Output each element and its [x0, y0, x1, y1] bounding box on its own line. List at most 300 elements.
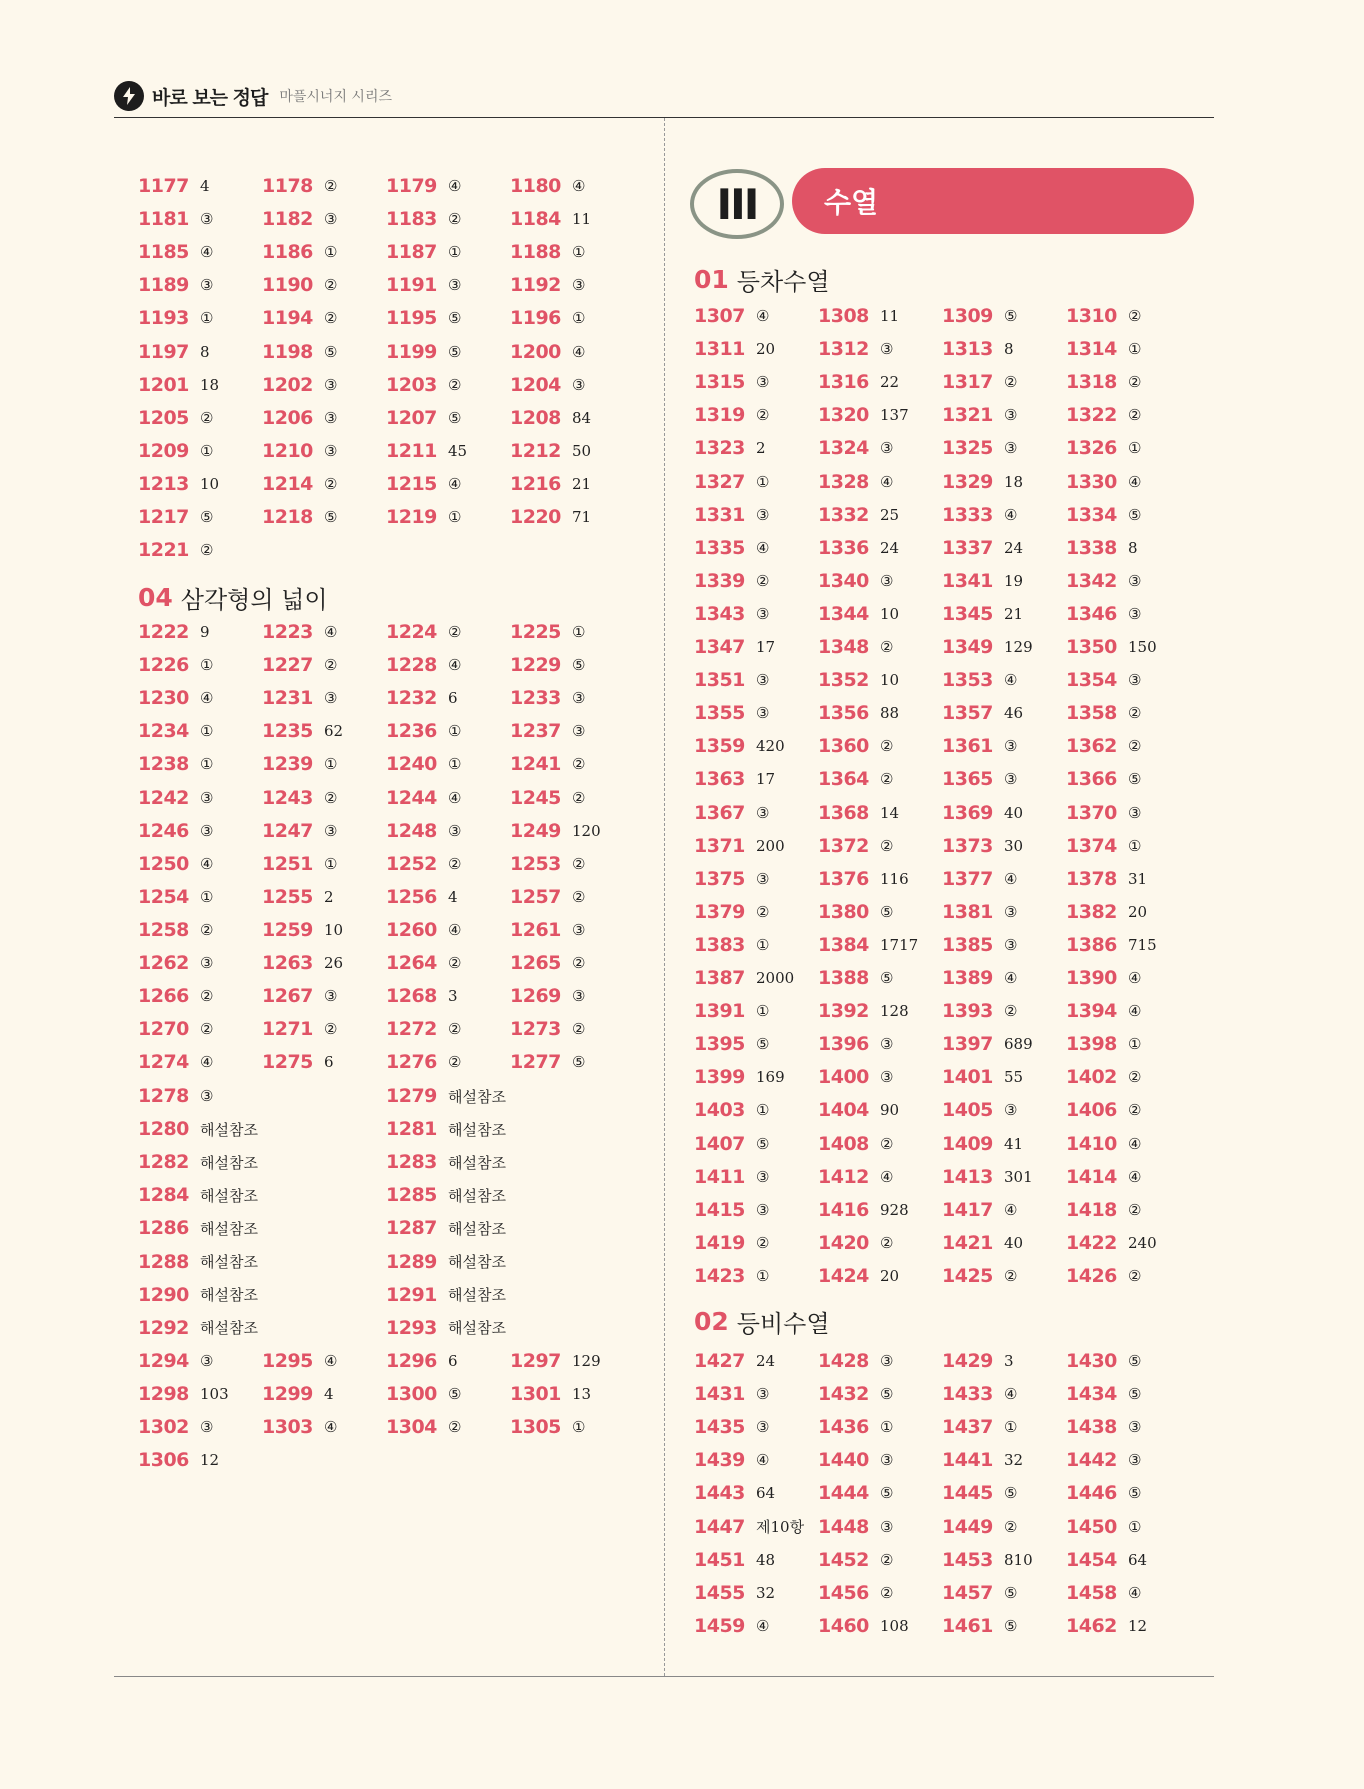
problem-number: 1419 — [694, 1231, 745, 1254]
problem-number: 1372 — [818, 834, 869, 857]
answer-item — [818, 930, 918, 960]
answer-item — [510, 370, 585, 400]
answer-item — [942, 1512, 1017, 1542]
answer-item — [386, 1247, 506, 1277]
answer-item — [386, 303, 461, 333]
answer-item — [510, 882, 585, 912]
answer-value: 12 — [1128, 1616, 1148, 1635]
answer-item — [262, 716, 343, 746]
answer-value: ② — [880, 737, 894, 756]
answer-item — [942, 1611, 1017, 1641]
answer-item — [942, 367, 1017, 397]
problem-number: 1439 — [694, 1449, 745, 1472]
problem-number: 1213 — [138, 472, 189, 495]
answer-item — [694, 764, 775, 794]
answer-item — [1066, 963, 1141, 993]
problem-number: 1217 — [138, 506, 189, 528]
answer-item — [1066, 400, 1141, 430]
answer-item — [386, 469, 461, 499]
answer-item — [386, 1180, 506, 1210]
answer-value: ② — [200, 920, 214, 939]
answer-value: ① — [756, 1002, 770, 1021]
answer-item — [818, 301, 899, 331]
answer-value: ① — [200, 656, 214, 675]
problem-number: 1398 — [1066, 1033, 1117, 1056]
problem-number: 1194 — [262, 307, 313, 330]
problem-number: 1401 — [942, 1066, 993, 1089]
answer-value: 17 — [756, 638, 776, 656]
answer-item — [510, 171, 585, 201]
problem-number: 1346 — [1066, 602, 1117, 625]
answer-item — [818, 665, 899, 695]
problem-number: 1422 — [1066, 1231, 1117, 1254]
answer-item — [694, 1228, 769, 1258]
answer-value: ③ — [448, 821, 462, 840]
answer-value: ② — [572, 755, 586, 774]
chapter-title: 수열 — [824, 186, 879, 219]
problem-number: 1177 — [138, 175, 189, 197]
answer-item — [818, 533, 899, 563]
problem-number: 1356 — [818, 702, 869, 725]
section-number: 01 — [694, 265, 729, 294]
problem-number: 1210 — [262, 439, 313, 462]
answer-value: 22 — [880, 373, 900, 392]
answer-item — [510, 337, 585, 367]
answer-value: ① — [324, 854, 338, 873]
answer-value: ⑤ — [448, 309, 462, 328]
problem-number: 1280 — [138, 1118, 189, 1141]
answer-value: ④ — [1004, 869, 1018, 888]
answer-item — [818, 963, 893, 993]
answer-value: 19 — [1004, 571, 1024, 590]
problem-number: 1454 — [1066, 1548, 1117, 1571]
problem-number: 1403 — [694, 1099, 745, 1122]
answer-item — [1066, 433, 1141, 463]
problem-number: 1306 — [138, 1449, 189, 1472]
answer-item — [1066, 632, 1157, 662]
answer-item — [510, 270, 585, 300]
answer-value: ① — [324, 243, 338, 262]
answer-value: ③ — [324, 375, 338, 394]
section-title-04 — [138, 580, 328, 615]
problem-number: 1317 — [942, 371, 993, 394]
problem-number: 1187 — [386, 241, 437, 264]
answer-value: ⑤ — [324, 508, 338, 526]
answer-value: ① — [448, 243, 462, 262]
answer-value: ① — [200, 755, 214, 774]
answer-value: ② — [324, 788, 338, 807]
answer-value: ⑤ — [1004, 1583, 1018, 1602]
answer-value: ⑤ — [1128, 1385, 1142, 1404]
answer-value: ④ — [1004, 671, 1018, 690]
problem-number: 1446 — [1066, 1482, 1117, 1505]
answer-value: 32 — [1004, 1451, 1024, 1470]
problem-number: 1200 — [510, 340, 561, 363]
problem-number: 1252 — [386, 852, 437, 875]
answer-value: ⑤ — [448, 408, 462, 427]
answer-value: ② — [324, 276, 338, 295]
answer-item — [386, 1346, 458, 1376]
answer-item — [386, 716, 461, 746]
answer-item — [262, 237, 337, 267]
answer-value: ⑤ — [756, 1035, 770, 1054]
answer-value: ⑤ — [1128, 505, 1142, 524]
answer-item — [138, 882, 213, 912]
problem-number: 1357 — [942, 702, 993, 725]
answer-value: ③ — [448, 276, 462, 295]
answer-value: ② — [880, 1583, 894, 1602]
answer-value: 18 — [200, 375, 220, 394]
answer-item — [510, 849, 585, 879]
answer-item — [818, 367, 899, 397]
problem-number: 1395 — [694, 1033, 745, 1056]
answer-value: ③ — [880, 571, 894, 590]
answer-value: ② — [572, 887, 586, 906]
problem-number: 1344 — [818, 602, 869, 625]
problem-number: 1374 — [1066, 834, 1117, 857]
answer-item — [694, 1578, 775, 1608]
answer-item — [942, 632, 1033, 662]
answer-value: ③ — [200, 276, 214, 295]
answer-value: ④ — [1128, 472, 1142, 491]
answer-value: ③ — [880, 1517, 894, 1536]
answer-value: 48 — [756, 1550, 776, 1569]
answer-value: ② — [756, 1233, 770, 1252]
answer-item — [510, 204, 591, 234]
problem-number: 1367 — [694, 801, 745, 824]
problem-number: 1430 — [1066, 1350, 1117, 1372]
answer-item — [1066, 301, 1141, 331]
problem-number: 1186 — [262, 241, 313, 264]
answer-item — [694, 1611, 769, 1641]
answer-value: ⑤ — [1004, 1616, 1018, 1635]
problem-number: 1285 — [386, 1184, 437, 1207]
problem-number: 1180 — [510, 175, 561, 197]
answer-item — [694, 1512, 804, 1542]
problem-number: 1292 — [138, 1316, 189, 1339]
problem-number: 1388 — [818, 967, 869, 989]
answer-value: ③ — [1004, 406, 1018, 425]
answer-item — [1066, 334, 1141, 364]
problem-number: 1225 — [510, 621, 561, 643]
answer-item — [138, 1379, 229, 1409]
answer-item — [386, 1412, 461, 1442]
chapter-roman-badge — [690, 169, 784, 239]
answer-item — [942, 1029, 1033, 1059]
answer-value: ② — [324, 474, 338, 493]
answer-value: ① — [880, 1418, 894, 1437]
problem-number: 1321 — [942, 404, 993, 427]
answer-value: 20 — [1128, 902, 1148, 921]
problem-number: 1277 — [510, 1051, 561, 1074]
problem-number: 1424 — [818, 1264, 869, 1287]
problem-number: 1245 — [510, 786, 561, 809]
answer-value: 90 — [880, 1101, 900, 1120]
answer-item — [1066, 1445, 1141, 1475]
answer-value: ② — [200, 541, 214, 560]
problem-number: 1373 — [942, 834, 993, 857]
answer-item — [262, 981, 337, 1011]
answer-item — [694, 1346, 775, 1376]
answer-item — [386, 981, 458, 1011]
problem-number: 1360 — [818, 735, 869, 758]
answer-item — [262, 1412, 337, 1442]
answer-value: 40 — [1004, 803, 1024, 822]
answer-value: 129 — [1004, 638, 1033, 656]
answer-value: ⑤ — [1004, 307, 1018, 325]
problem-number: 1219 — [386, 506, 437, 528]
problem-number: 1375 — [694, 867, 745, 890]
problem-number: 1302 — [138, 1416, 189, 1439]
problem-number: 1432 — [818, 1383, 869, 1406]
answer-item — [510, 502, 591, 532]
answer-value: 21 — [1004, 604, 1024, 623]
answer-value: ⑤ — [880, 1484, 894, 1503]
answer-item — [262, 270, 337, 300]
answer-item — [818, 632, 893, 662]
answer-item — [694, 963, 794, 993]
answer-value: ④ — [1004, 1385, 1018, 1404]
answer-item — [942, 1129, 1023, 1159]
problem-number: 1407 — [694, 1132, 745, 1155]
problem-number: 1243 — [262, 786, 313, 809]
answer-value: ② — [448, 954, 462, 972]
answer-item — [818, 1195, 909, 1225]
problem-number: 1264 — [386, 952, 437, 974]
answer-value: ③ — [200, 1087, 214, 1105]
problem-number: 1438 — [1066, 1416, 1117, 1439]
problem-number: 1355 — [694, 702, 745, 725]
answer-item — [694, 1162, 769, 1192]
problem-number: 1336 — [818, 536, 869, 559]
answer-item — [138, 337, 210, 367]
problem-number: 1319 — [694, 404, 745, 427]
answer-item — [262, 370, 337, 400]
answer-value: 3 — [1004, 1352, 1014, 1370]
answer-item — [510, 1047, 585, 1077]
problem-number: 1322 — [1066, 404, 1117, 427]
answer-item — [818, 1228, 893, 1258]
answer-value: ② — [200, 408, 214, 427]
problem-number: 1334 — [1066, 503, 1117, 526]
answer-value: ③ — [1128, 571, 1142, 590]
problem-number: 1441 — [942, 1449, 993, 1472]
answer-item — [138, 370, 219, 400]
problem-number: 1185 — [138, 241, 189, 264]
answer-value: ② — [448, 1020, 462, 1039]
answer-value: ② — [1004, 1517, 1018, 1536]
problem-number: 1237 — [510, 720, 561, 743]
answer-item — [138, 1081, 213, 1111]
problem-number: 1362 — [1066, 735, 1117, 758]
answer-value: ⑤ — [880, 969, 894, 987]
answer-value: 31 — [1128, 869, 1148, 888]
section-number: 02 — [694, 1307, 729, 1336]
answer-item — [138, 237, 213, 267]
answer-value: ③ — [200, 1352, 214, 1370]
answer-value: 55 — [1004, 1068, 1024, 1087]
answer-item — [942, 1095, 1017, 1125]
answer-value: 17 — [756, 770, 776, 789]
answer-item — [262, 1014, 337, 1044]
answer-item — [1066, 1578, 1141, 1608]
problem-number: 1182 — [262, 208, 313, 231]
problem-number: 1309 — [942, 305, 993, 327]
problem-number: 1410 — [1066, 1132, 1117, 1155]
answer-item — [510, 915, 585, 945]
answer-value: ② — [572, 788, 586, 807]
answer-value: ② — [448, 375, 462, 394]
series-name: 마플시너지 시리즈 — [279, 89, 393, 105]
answer-item — [694, 1029, 769, 1059]
answer-value: ④ — [324, 1418, 338, 1437]
answer-value: ④ — [756, 1451, 770, 1470]
answer-item — [818, 1095, 899, 1125]
answer-item — [138, 948, 213, 978]
answer-value: 10 — [200, 474, 220, 493]
answer-value: ② — [880, 836, 894, 855]
answer-item — [510, 1379, 591, 1409]
problem-number: 1202 — [262, 373, 313, 396]
answer-item — [818, 334, 893, 364]
answer-item — [1066, 1129, 1141, 1159]
answer-item — [818, 1346, 893, 1376]
problem-number: 1269 — [510, 985, 561, 1008]
answer-value: ④ — [880, 472, 894, 491]
answer-value: ⑤ — [448, 1385, 462, 1404]
answer-value: ② — [756, 571, 770, 590]
answer-value: 10 — [324, 920, 344, 939]
problem-number: 1326 — [1066, 437, 1117, 460]
problem-number: 1394 — [1066, 1000, 1117, 1023]
problem-number: 1278 — [138, 1085, 189, 1107]
problem-number: 1215 — [386, 472, 437, 495]
problem-number: 1214 — [262, 472, 313, 495]
problem-number: 1228 — [386, 654, 437, 677]
answer-value: ④ — [448, 177, 462, 195]
answer-value: 20 — [880, 1266, 900, 1285]
problem-number: 1378 — [1066, 867, 1117, 890]
answer-item — [386, 1014, 461, 1044]
answer-item — [694, 930, 769, 960]
answer-item — [942, 500, 1017, 530]
answer-value: 6 — [448, 689, 458, 708]
answer-value: 해설참조 — [200, 1253, 258, 1271]
answer-item — [138, 1280, 258, 1310]
answer-item — [138, 469, 219, 499]
problem-number: 1239 — [262, 753, 313, 776]
problem-number: 1434 — [1066, 1383, 1117, 1406]
answer-item — [942, 897, 1017, 927]
answer-value: ③ — [1004, 737, 1018, 756]
problem-number: 1340 — [818, 569, 869, 592]
problem-number: 1232 — [386, 687, 437, 710]
answer-item — [694, 367, 769, 397]
answer-value: 8 — [1128, 538, 1138, 557]
answer-value: 32 — [756, 1583, 776, 1602]
problem-number: 1451 — [694, 1548, 745, 1571]
answer-value: ② — [448, 623, 462, 641]
answer-item — [1066, 1261, 1141, 1291]
answer-item — [1066, 930, 1157, 960]
problem-number: 1315 — [694, 371, 745, 394]
answer-value: 108 — [880, 1616, 909, 1635]
answer-item — [386, 1047, 461, 1077]
problem-number: 1333 — [942, 503, 993, 526]
problem-number: 1428 — [818, 1350, 869, 1372]
answer-value: ③ — [880, 439, 894, 458]
answer-value: ④ — [1128, 1134, 1142, 1153]
answer-value: ④ — [572, 177, 586, 195]
answer-value: ③ — [572, 689, 586, 708]
answer-item — [386, 171, 461, 201]
problem-number: 1199 — [386, 340, 437, 363]
answer-item — [510, 303, 585, 333]
problem-number: 1342 — [1066, 569, 1117, 592]
problem-number: 1211 — [386, 439, 437, 462]
problem-number: 1442 — [1066, 1449, 1117, 1472]
answer-item — [942, 1162, 1033, 1192]
answer-item — [262, 650, 337, 680]
answer-item — [138, 1445, 219, 1475]
answer-value: ① — [1004, 1418, 1018, 1437]
answer-item — [942, 566, 1023, 596]
answer-value: ① — [756, 935, 770, 954]
answer-value: 4 — [200, 177, 210, 195]
answer-value: 84 — [572, 408, 592, 427]
answer-value: ④ — [324, 1352, 338, 1370]
answer-item — [262, 1346, 337, 1376]
problem-number: 1289 — [386, 1250, 437, 1273]
chapter-roman: III — [716, 179, 758, 229]
problem-number: 1383 — [694, 933, 745, 956]
answer-value: ① — [448, 755, 462, 774]
answer-value: ② — [1128, 1068, 1142, 1087]
answer-item — [1066, 1512, 1141, 1542]
answer-value: ② — [324, 656, 338, 675]
answer-value: ① — [200, 722, 214, 741]
answer-item — [262, 1047, 334, 1077]
section-name: 등비수열 — [736, 1310, 830, 1338]
answer-item — [138, 716, 213, 746]
answer-item — [694, 1478, 775, 1508]
answer-item — [386, 816, 461, 846]
problem-number: 1377 — [942, 867, 993, 890]
section-title-01 — [694, 262, 830, 297]
answer-item — [942, 798, 1023, 828]
answer-item — [694, 831, 785, 861]
answer-value: ④ — [1004, 969, 1018, 987]
answer-item — [694, 996, 769, 1026]
problem-number: 1459 — [694, 1614, 745, 1637]
answer-value: 3 — [448, 987, 458, 1006]
problem-number: 1249 — [510, 819, 561, 842]
problem-number: 1206 — [262, 406, 313, 429]
problem-number: 1332 — [818, 503, 869, 526]
answer-value: 8 — [1004, 340, 1014, 359]
problem-number: 1222 — [138, 621, 189, 643]
problem-number: 1254 — [138, 885, 189, 908]
problem-number: 1338 — [1066, 536, 1117, 559]
problem-number: 1295 — [262, 1350, 313, 1372]
answer-item — [1066, 996, 1141, 1026]
answer-value: 2 — [324, 887, 334, 906]
problem-number: 1370 — [1066, 801, 1117, 824]
answer-value: ④ — [200, 689, 214, 708]
problem-number: 1461 — [942, 1614, 993, 1637]
problem-number: 1380 — [818, 900, 869, 923]
problem-number: 1369 — [942, 801, 993, 824]
